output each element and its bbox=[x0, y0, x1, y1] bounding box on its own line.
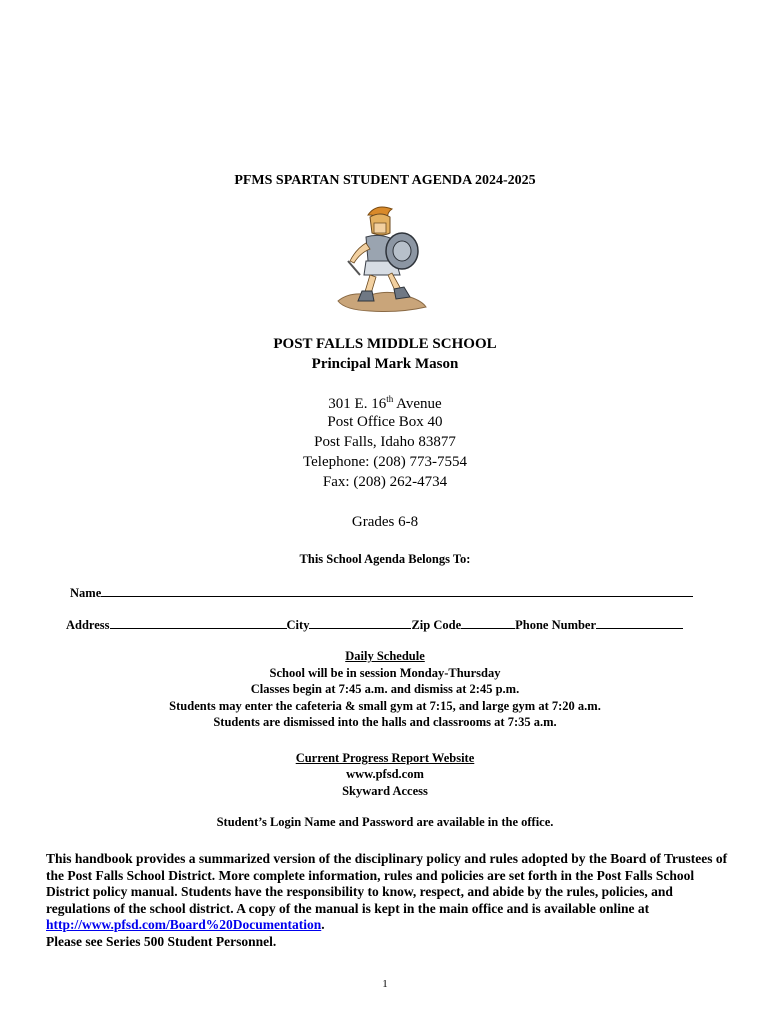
grades: Grades 6-8 bbox=[351, 514, 419, 530]
schedule-line: School will be in session Monday-Thursday bbox=[269, 666, 501, 680]
series-note: Please see Series 500 Student Personnel. bbox=[46, 933, 277, 949]
city-blank[interactable] bbox=[309, 617, 411, 629]
schedule-line: Classes begin at 7:45 a.m. and dismiss at 2:45 p.m. bbox=[250, 682, 520, 696]
schedule-line: Students may enter the cafeteria & small gym at 7:15, and large gym at 7:20 a.m. bbox=[169, 699, 601, 713]
schedule-line: Students are dismissed into the halls and classrooms at 7:35 a.m. bbox=[213, 715, 557, 729]
fax: Fax: (208) 262-4734 bbox=[322, 474, 448, 490]
school-name: POST FALLS MIDDLE SCHOOL bbox=[273, 336, 497, 352]
board-documentation-link[interactable]: http://www.pfsd.com/Board%20Documentation bbox=[46, 917, 322, 933]
city-label: City bbox=[286, 618, 310, 632]
address-label: Address bbox=[66, 618, 110, 632]
belongs-to-label: This School Agenda Belongs To: bbox=[299, 552, 471, 566]
zip-blank[interactable] bbox=[461, 617, 515, 629]
skyward-access: Skyward Access bbox=[342, 784, 428, 798]
name-field-row bbox=[70, 585, 693, 601]
address-field-row bbox=[66, 617, 683, 633]
name-blank[interactable] bbox=[101, 585, 693, 597]
login-note: Student’s Login Name and Password are available in the office. bbox=[216, 815, 554, 829]
phone-label: Phone Number bbox=[515, 618, 597, 632]
spartan-warrior-icon bbox=[330, 203, 430, 315]
progress-site: www.pfsd.com bbox=[346, 767, 424, 781]
address-blank[interactable] bbox=[110, 617, 287, 629]
schedule-heading: Daily Schedule bbox=[345, 649, 425, 663]
progress-heading: Current Progress Report Website bbox=[295, 751, 475, 765]
name-label: Name bbox=[70, 586, 102, 600]
city-state-zip: Post Falls, Idaho 83877 bbox=[314, 434, 456, 450]
page-number: 1 bbox=[382, 978, 388, 990]
zip-label: Zip Code bbox=[411, 618, 462, 632]
page-title: PFMS SPARTAN STUDENT AGENDA 2024-2025 bbox=[234, 173, 536, 188]
handbook-paragraph: This handbook provides a summarized version of the disciplinary policy and rules adopted by the Board of Trustees of the Post Falls School District. More complete information, rules and policies are set forth in the Post Falls School District policy manual. Students have the responsibility to know, respect, and abide by the rules, policies, and regulations of the school district. A copy of the manual is kept in the main office and is available online at http://www.pfsd.com/Board%20Documentation. Please see Series 500 Student Personnel. bbox=[46, 851, 728, 949]
telephone: Telephone: (208) 773-7554 bbox=[303, 454, 467, 470]
po-box: Post Office Box 40 bbox=[327, 414, 443, 430]
phone-blank[interactable] bbox=[596, 617, 683, 629]
principal-name: Principal Mark Mason bbox=[311, 356, 459, 372]
street-address: 301 E. 16th Avenue bbox=[328, 394, 442, 412]
